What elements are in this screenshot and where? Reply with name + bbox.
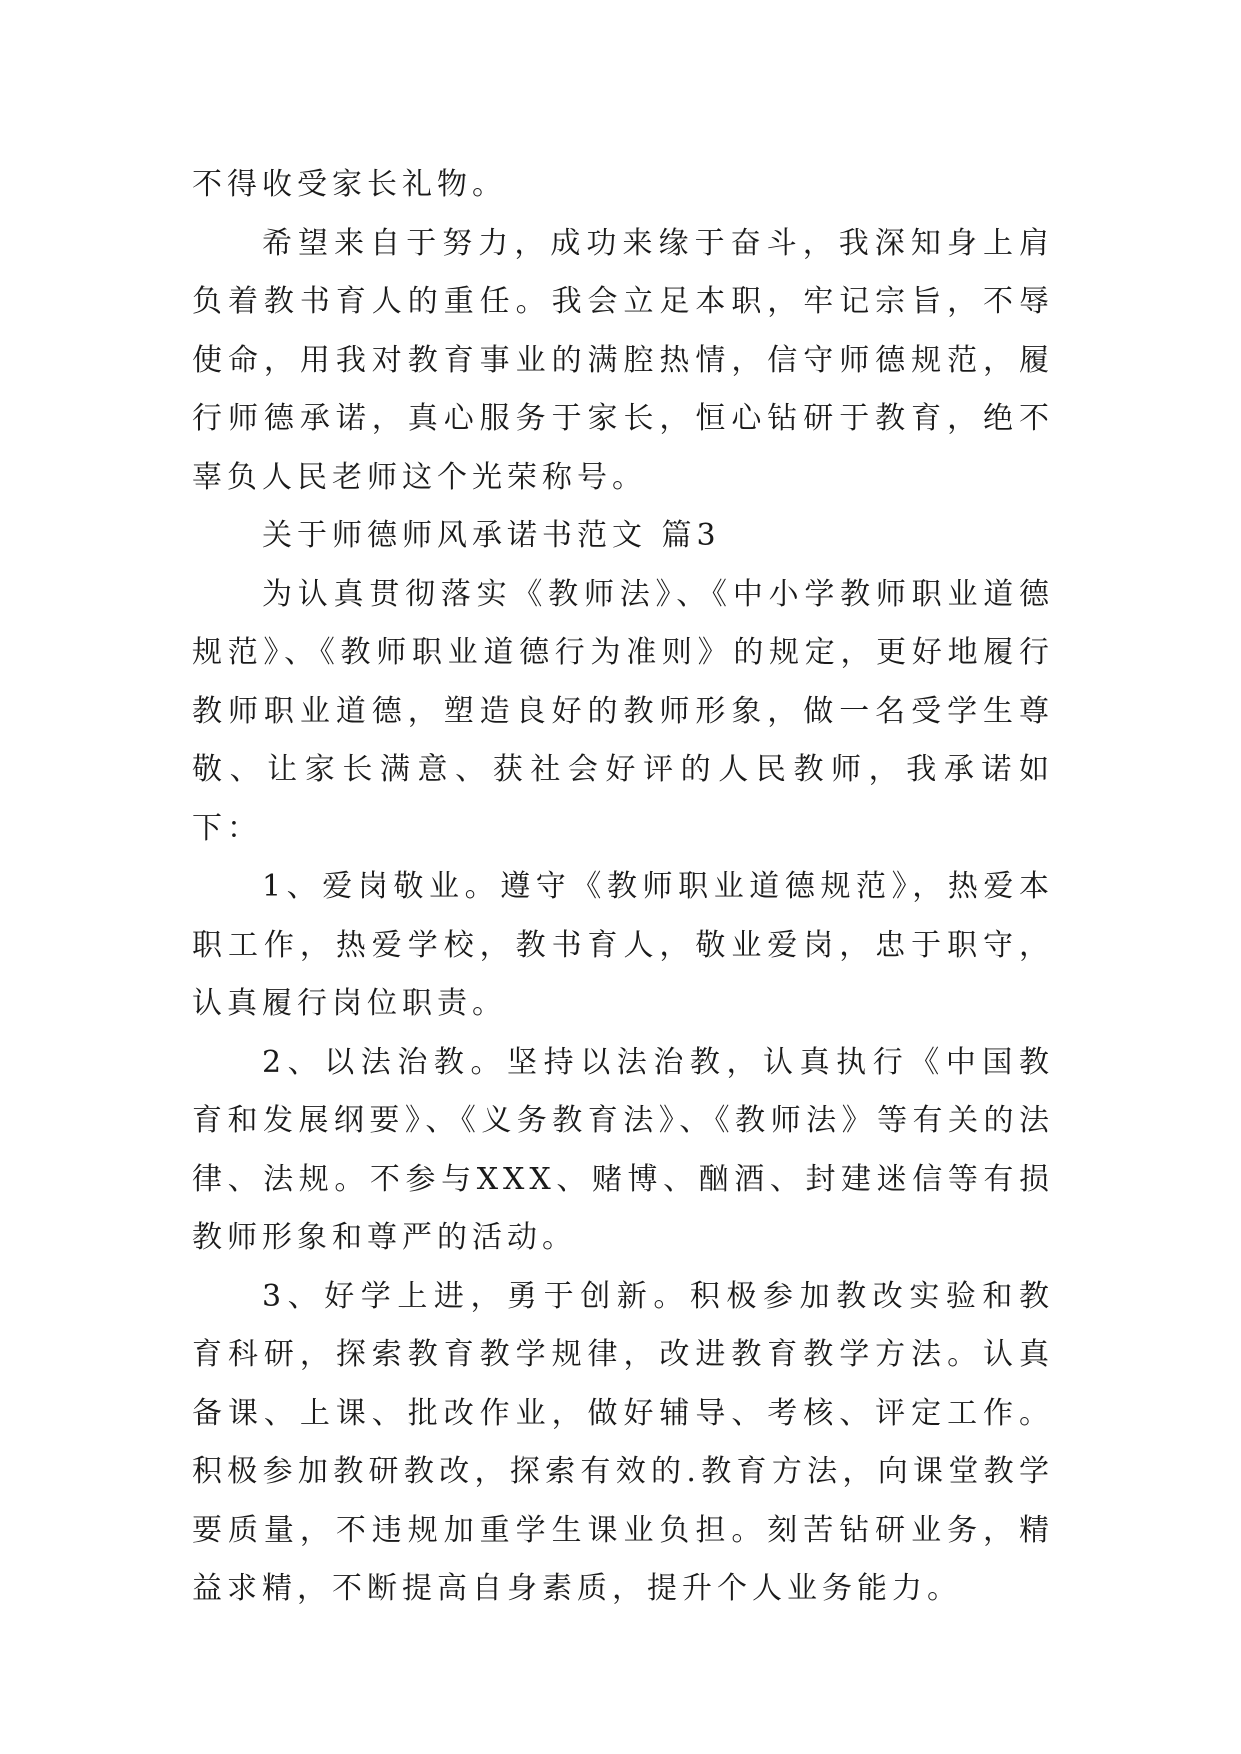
paragraph-closing-line: 不得收受家长礼物。 [192,167,507,202]
paragraph-item-1: 1、爱岗敬业。遵守《教师职业道德规范》，热爱本职工作，热爱学校，教书育人，敬业爱岗，忠于职守，认真履行岗位职责。 [192,869,1054,1021]
paragraph-intro: 为认真贯彻落实《教师法》、《中小学教师职业道德规范》、《教师职业道德行为准则》的规定，更好地履行教师职业道德，塑造良好的教师形象，做一名受学生尊敬、让家长满意、获社会好评的人民教师，我承诺如下： [192,576,1054,846]
paragraph-item-2: 2、以法治教。坚持以法治教，认真执行《中国教育和发展纲要》、《义务教育法》、《教师法》等有关的法律、法规。不参与XXX、赌博、酗酒、封建迷信等有损教师形象和尊严的活动。 [192,1044,1054,1255]
section-heading: 关于师德师风承诺书范文 篇3 [262,518,721,553]
document-body [192,156,1054,1619]
paragraph-item-3: 3、好学上进，勇于创新。积极参加教改实验和教育科研，探索教育教学规律，改进教育教学方法。认真备课、上课、批改作业，做好辅导、考核、评定工作。积极参加教研教改，探索有效的.教育方法，向课堂教学要质量，不违规加重学生课业负担。刻苦钻研业务，精益求精，不断提高自身素质，提升个人业务能力。 [192,1278,1054,1606]
paragraph-commitment-summary: 希望来自于努力，成功来缘于奋斗，我深知身上肩负着教书育人的重任。我会立足本职，牢记宗旨，不辱使命，用我对教育事业的满腔热情，信守师德规范，履行师德承诺，真心服务于家长，恒心钻研于教育，绝不辜负人民老师这个光荣称号。 [192,225,1054,495]
